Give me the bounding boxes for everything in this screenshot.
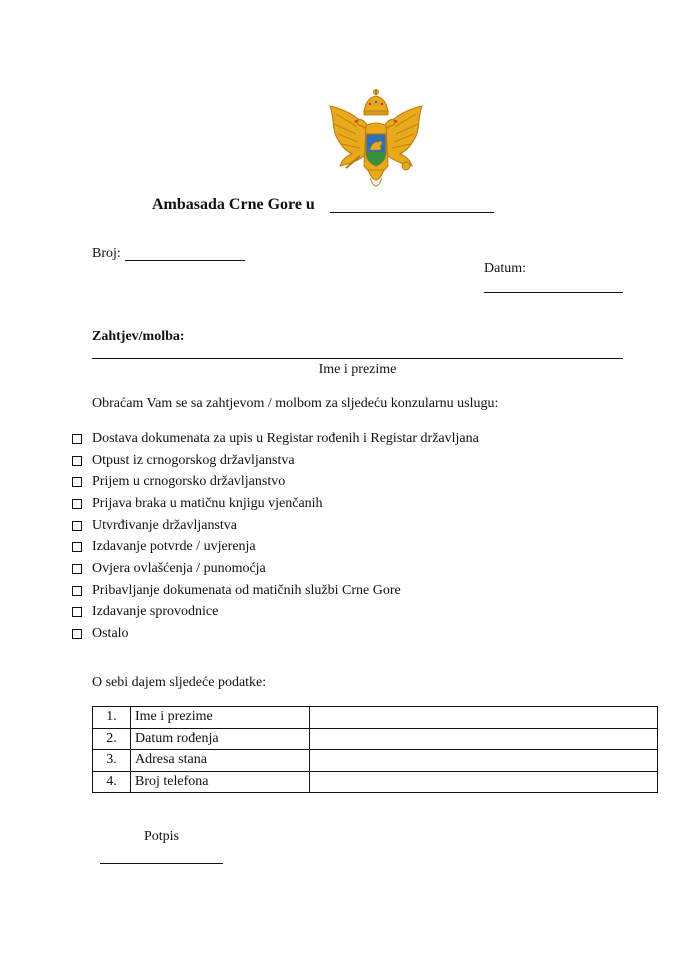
embassy-title-text: Ambasada Crne Gore u: [152, 196, 315, 213]
service-item[interactable]: [72, 428, 479, 450]
service-item[interactable]: [72, 558, 479, 580]
crown-icon: [364, 89, 388, 115]
embassy-city-line[interactable]: [330, 212, 494, 213]
service-item-label: Ovjera ovlašćenja / punomoćja: [92, 560, 266, 576]
checkbox-icon[interactable]: [72, 499, 82, 509]
table-row: [93, 771, 658, 793]
full-name-caption: Ime i prezime: [318, 362, 397, 377]
checkbox-icon[interactable]: [72, 521, 82, 531]
checkbox-icon[interactable]: [72, 564, 82, 574]
row-number: 2.: [93, 728, 131, 750]
service-item-label: Pribavljanje dokumenata od matičnih službi Crne Gore: [92, 582, 401, 598]
service-item[interactable]: [72, 515, 479, 537]
row-value-field[interactable]: [310, 728, 658, 750]
signature-line[interactable]: [100, 863, 223, 864]
checkbox-icon[interactable]: [72, 456, 82, 466]
row-value-field[interactable]: [310, 771, 658, 793]
service-item[interactable]: [72, 602, 479, 624]
request-intro: Obraćam Vam se sa zahtjevom / molbom za sljedeću konzularnu uslugu:: [92, 396, 499, 411]
service-item[interactable]: [72, 580, 479, 602]
row-label: Ime i prezime: [131, 707, 310, 729]
service-item-label: Izdavanje sprovodnice: [92, 604, 219, 620]
row-label: Adresa stana: [131, 750, 310, 772]
row-label: Broj telefona: [131, 771, 310, 793]
row-value-field[interactable]: [310, 750, 658, 772]
row-label: Datum rođenja: [131, 728, 310, 750]
personal-data-table: [92, 706, 658, 793]
coat-of-arms-icon: [326, 86, 426, 196]
embassy-title: [152, 196, 315, 214]
checkbox-icon[interactable]: [72, 434, 82, 444]
row-number: 3.: [93, 750, 131, 772]
broj-line[interactable]: [125, 260, 245, 261]
checkbox-icon[interactable]: [72, 629, 82, 639]
service-item[interactable]: [72, 623, 479, 645]
checkbox-icon[interactable]: [72, 477, 82, 487]
service-item-label: Otpust iz crnogorskog državljanstva: [92, 452, 295, 468]
service-item-label: Prijava braka u matičnu knjigu vjenčanih: [92, 495, 323, 511]
service-item-label: Ostalo: [92, 626, 129, 642]
service-item[interactable]: [72, 471, 479, 493]
checkbox-icon[interactable]: [72, 586, 82, 596]
row-value-field[interactable]: [310, 707, 658, 729]
row-number: 1.: [93, 707, 131, 729]
service-item[interactable]: [72, 493, 479, 515]
service-item-label: Dostava dokumenata za upis u Registar rođenih i Registar državljana: [92, 430, 479, 446]
broj-label: Broj:: [92, 246, 121, 261]
service-item-label: Utvrđivanje državljanstva: [92, 517, 238, 533]
service-item-label: Izdavanje potvrde / uvjerenja: [92, 539, 256, 555]
request-label: Zahtjev/molba:: [92, 329, 185, 344]
datum-line[interactable]: [484, 292, 623, 293]
service-item[interactable]: [72, 536, 479, 558]
checkbox-icon[interactable]: [72, 542, 82, 552]
row-number: 4.: [93, 771, 131, 793]
checkbox-icon[interactable]: [72, 607, 82, 617]
service-item[interactable]: [72, 450, 479, 472]
service-item-label: Prijem u crnogorsko državljanstvo: [92, 474, 286, 490]
table-row: [93, 707, 658, 729]
signature-label: Potpis: [144, 829, 180, 844]
table-row: [93, 750, 658, 772]
services-list: [72, 428, 479, 645]
personal-data-label: O sebi dajem sljedeće podatke:: [92, 675, 267, 690]
datum-label: Datum:: [484, 261, 526, 276]
full-name-line[interactable]: [92, 358, 623, 359]
table-row: [93, 728, 658, 750]
